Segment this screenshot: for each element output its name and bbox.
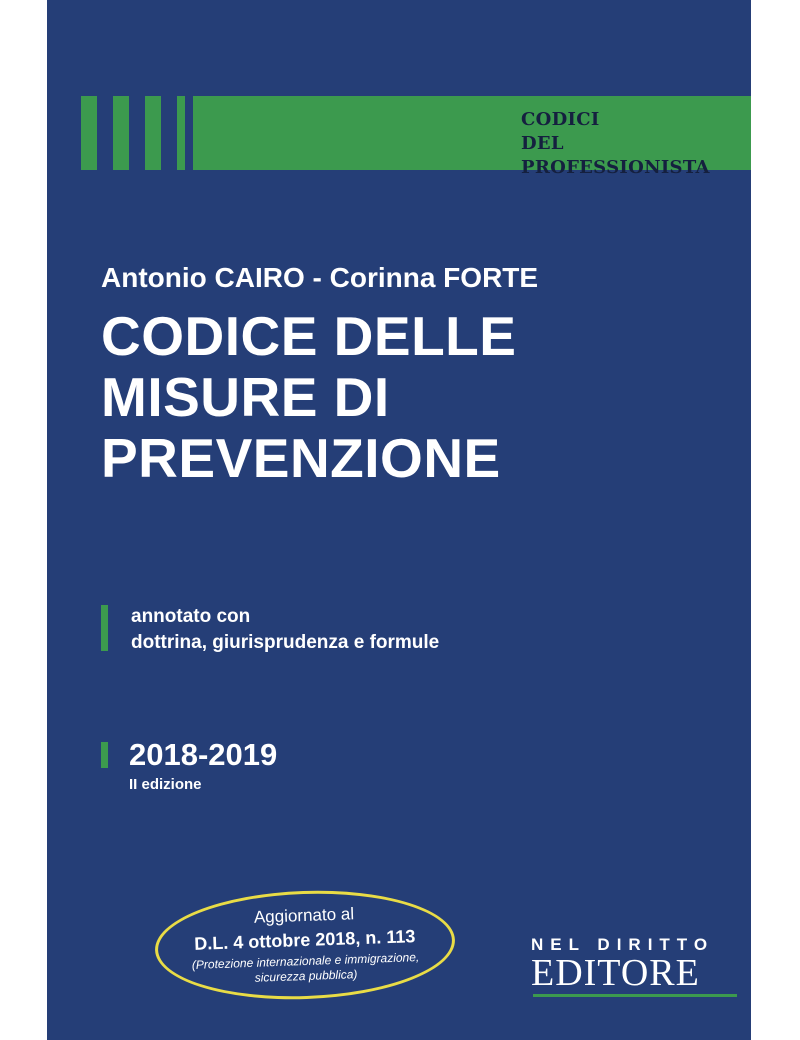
subtitle-line-2: dottrina, giurisprudenza e formule (131, 632, 440, 653)
publisher-logo (531, 936, 751, 992)
series-line-2: DEL PROFESSIONISTA (521, 133, 710, 178)
publisher-underline (533, 994, 737, 997)
publisher-top: NEL DIRITTO (531, 935, 715, 954)
sticker-line-1: Aggiornato al (253, 904, 355, 927)
series-band (81, 96, 751, 178)
edition-year: 2018-2019 (129, 737, 278, 772)
sticker-line-4: sicurezza pubblica) (254, 967, 358, 985)
title-line-1: CODICE DELLE (101, 305, 517, 367)
year-marker (101, 742, 108, 768)
subtitle-line-1: annotato con (131, 606, 251, 627)
edition-number: II edizione (129, 776, 202, 793)
band-stripe (81, 96, 97, 170)
book-cover (47, 0, 751, 1040)
sticker-line-3: (Protezione internazionale e immigrazione, (191, 950, 420, 972)
band-stripe (113, 96, 129, 170)
book-title (101, 306, 516, 489)
title-line-2: MISURE DI (101, 366, 390, 428)
series-line-1: CODICI (521, 109, 600, 130)
subtitle (131, 604, 439, 656)
series-name (521, 108, 751, 180)
authors: Antonio CAIRO - Corinna FORTE (101, 262, 539, 293)
band-stripe (177, 96, 185, 170)
sticker-line-2: D.L. 4 ottobre 2018, n. 113 (193, 926, 416, 954)
sticker-note (158, 949, 453, 989)
update-sticker (153, 886, 457, 1004)
subtitle-marker (101, 605, 108, 651)
publisher-main: EDITORE (531, 952, 700, 994)
band-stripe (145, 96, 161, 170)
title-line-3: PREVENZIONE (101, 427, 501, 489)
